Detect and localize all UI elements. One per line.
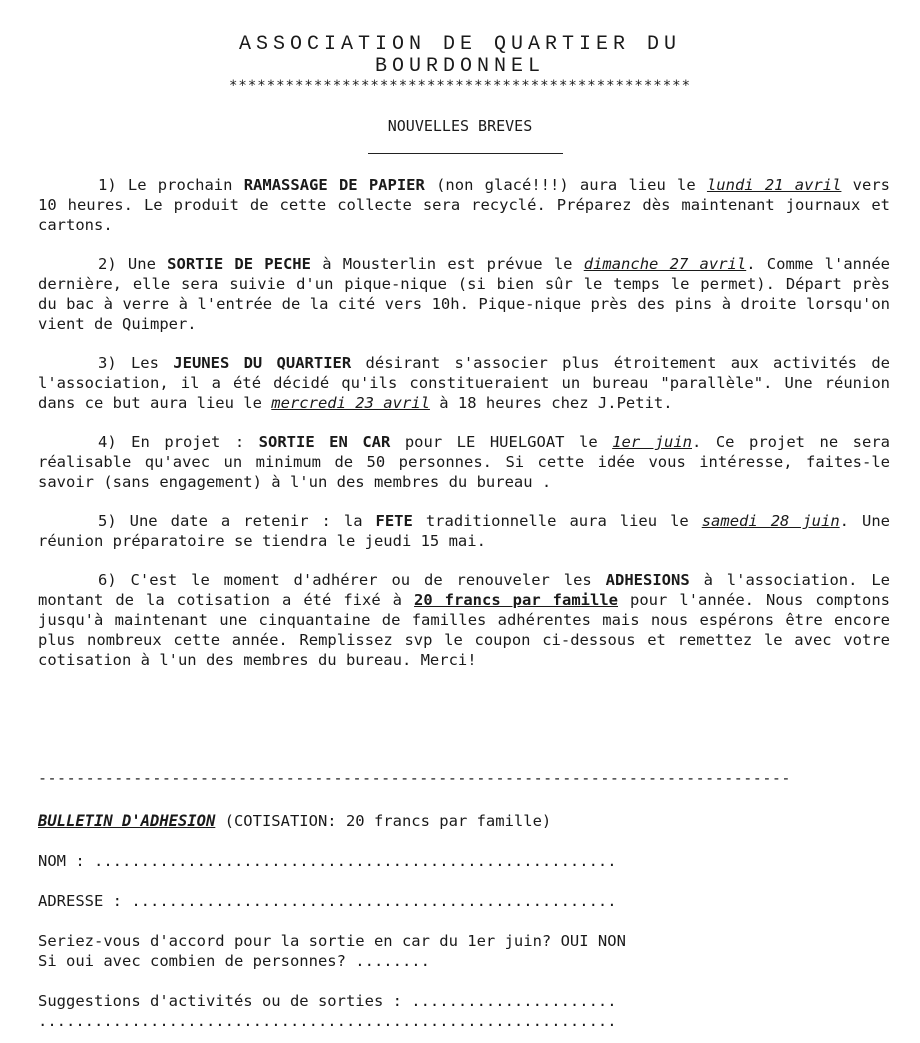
bulletin-heading bbox=[38, 811, 890, 831]
item-text: . Comme l'année dernière, elle sera suivie d'un pique-nique (si bien sûr le temps le permet). Départ près du bac à verre à l'entrée de la cité vers 10h. Pique-nique près des pins à droite lorsqu'on vient de Quimper. bbox=[38, 255, 891, 333]
item-text: . Une réunion préparatoire se tiendra le jeudi 15 mai. bbox=[38, 512, 890, 550]
item-text: à 18 heures chez J.Petit. bbox=[429, 394, 673, 412]
item-date: samedi 28 juin bbox=[701, 512, 840, 530]
people-count-question: Si oui avec combien de personnes? ........ bbox=[38, 952, 430, 970]
suggestions-field-continued: .............................................................. bbox=[38, 1012, 617, 1030]
item-date: 1er juin bbox=[612, 433, 692, 451]
news-item-1 bbox=[38, 175, 890, 235]
item-date: dimanche 27 avril bbox=[583, 255, 747, 273]
stars-divider: ************************************************* bbox=[228, 78, 691, 94]
adresse-field: ADRESSE : .................................................... bbox=[38, 892, 617, 910]
news-item-5 bbox=[38, 511, 890, 551]
news-item-4 bbox=[38, 432, 890, 492]
item-text: 5) Une date a retenir : la bbox=[98, 512, 376, 530]
item-text: 6) C'est le moment d'adhérer ou de renouveler les bbox=[98, 571, 606, 589]
association-title-line2: BOURDONNEL bbox=[374, 55, 546, 78]
item-text: (non glacé!!!) aura lieu le bbox=[424, 176, 707, 194]
suggestions-field: Suggestions d'activités ou de sorties : ...................... bbox=[38, 992, 617, 1010]
news-item-3 bbox=[38, 353, 890, 413]
item-text: 2) Une bbox=[98, 255, 168, 273]
association-title-line1: ASSOCIATION DE QUARTIER DU bbox=[238, 33, 682, 56]
item-keyword: RAMASSAGE DE PAPIER bbox=[243, 176, 425, 194]
item-keyword: FETE bbox=[375, 512, 413, 530]
item-keyword: SORTIE DE PECHE bbox=[167, 255, 311, 273]
cut-line-separator: ------------------------------------------------------------------------------- bbox=[38, 769, 791, 787]
item-text: pour l'année. Nous comptons jusqu'à maintenant une cinquantaine de familles adhérentes mais nous espérons être encore plus nombreux cette année. Remplissez svp le coupon ci-dessous et remettez le avec votre cotisation à l'un des membres du bureau. Merci! bbox=[38, 591, 891, 669]
item-amount: 20 francs par famille bbox=[414, 591, 619, 609]
news-item-6 bbox=[38, 570, 890, 670]
item-date: lundi 21 avril bbox=[706, 176, 842, 194]
subtitle-underline bbox=[368, 153, 563, 154]
item-keyword: JEUNES DU QUARTIER bbox=[173, 354, 352, 372]
item-text: traditionnelle aura lieu le bbox=[412, 512, 702, 530]
item-text: 1) Le prochain bbox=[98, 176, 244, 194]
bulletin-title: BULLETIN D'ADHESION bbox=[38, 812, 216, 830]
item-date: mercredi 23 avril bbox=[271, 394, 430, 412]
item-text: vers 10 heures. Le produit de cette collecte sera recyclé. Préparez dès maintenant journaux et cartons. bbox=[38, 176, 890, 234]
item-keyword: ADHESIONS bbox=[605, 571, 690, 589]
item-text: désirant s'associer plus étroitement aux activités de l'association, il a été décidé qu'ils constitueraient un bureau "parallèle". Une réunion dans ce but aura lieu le bbox=[38, 354, 890, 412]
item-text: 3) Les bbox=[98, 354, 174, 372]
item-keyword: SORTIE EN CAR bbox=[258, 433, 391, 451]
item-text: à l'association. Le montant de la cotisation a été fixé à bbox=[38, 571, 890, 609]
bulletin-note: (COTISATION: 20 francs par famille) bbox=[215, 812, 552, 830]
item-text: pour LE HUELGOAT le bbox=[390, 433, 613, 451]
section-subtitle: NOUVELLES BREVES bbox=[387, 117, 533, 135]
bus-trip-question: Seriez-vous d'accord pour la sortie en car du 1er juin? OUI NON bbox=[38, 932, 626, 950]
news-item-2 bbox=[38, 254, 890, 334]
item-text: . Ce projet ne sera réalisable qu'avec un minimum de 50 personnes. Si cette idée vous intéresse, faites-le savoir (sans engagement) à l'un des membres du bureau . bbox=[38, 433, 890, 491]
item-text: 4) En projet : bbox=[98, 433, 259, 451]
item-text: à Mousterlin est prévue le bbox=[310, 255, 584, 273]
nom-field: NOM : ........................................................ bbox=[38, 852, 617, 870]
news-items bbox=[38, 175, 890, 689]
